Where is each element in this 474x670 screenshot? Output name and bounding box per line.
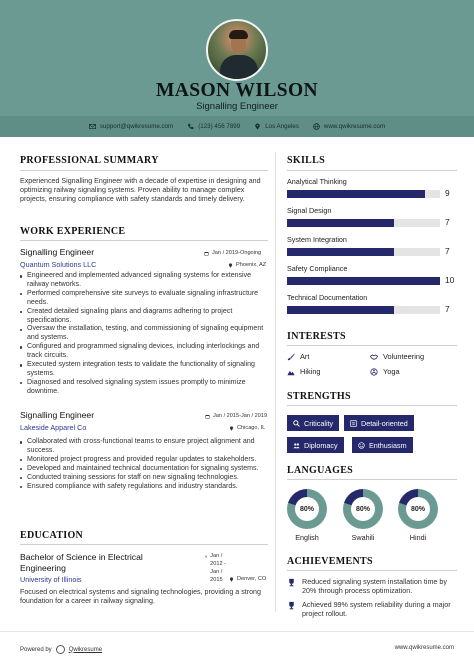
skill-score: 7 (445, 217, 450, 227)
language-ring (287, 489, 327, 529)
languages-divider (287, 479, 457, 480)
achievement-item: Achieved 99% system reliability during a major project rollout. (287, 600, 457, 618)
languages-heading: LANGUAGES (287, 465, 354, 476)
experience-heading: WORK EXPERIENCE (20, 226, 126, 237)
interests-divider (287, 345, 457, 346)
users-icon (293, 442, 300, 449)
skill-bar (287, 304, 450, 314)
list-icon (350, 420, 357, 427)
brand-link[interactable]: Qwikresume (68, 646, 103, 653)
skill-bar-fill (287, 248, 394, 256)
list-item: Created detailed signaling plans and diagrams adhering to project specifications. (20, 308, 268, 326)
powered-by: Powered by Qwikresume (20, 646, 103, 653)
skill-item (287, 293, 457, 314)
education-location: Denver, CO (229, 576, 266, 582)
skills-heading: SKILLS (287, 155, 325, 166)
skill-score: 7 (445, 246, 450, 256)
summary-divider (20, 170, 268, 171)
contact-website[interactable]: www.qwikresume.com (313, 123, 385, 130)
skill-score: 7 (445, 304, 450, 314)
language-name: Hindi (409, 533, 427, 542)
list-item: Executed system integration tests to validate the functionality of signaling systems. (20, 361, 268, 379)
candidate-title: Signalling Engineer (196, 101, 278, 112)
magnifier-icon (293, 420, 300, 427)
contact-strip (0, 116, 474, 137)
skill-item (287, 177, 457, 198)
qwikresume-logo-icon (56, 645, 65, 654)
skill-bar-fill (287, 277, 440, 285)
job-bullets (20, 272, 268, 397)
degree-title: Bachelor of Science in Electrical Engineering (20, 552, 143, 573)
language-percent: 80% (406, 497, 430, 521)
profile-photo (206, 19, 268, 81)
school-name: University of Illinois (20, 575, 82, 584)
footer (0, 631, 474, 670)
location-pin-icon (228, 263, 233, 268)
skill-item (287, 206, 457, 227)
language-percent: 80% (351, 497, 375, 521)
achievements-heading: ACHIEVEMENTS (287, 556, 373, 567)
education-text: Focused on electrical systems and signaling technologies, providing a strong foundation for a career in railway signaling. (20, 588, 261, 606)
calendar-icon (205, 414, 210, 419)
list-item: Collaborated with cross-functional teams to ensure project alignment and success. (20, 438, 268, 456)
contact-phone[interactable]: (123) 456 7899 (187, 123, 240, 130)
language-name: Swahili (351, 533, 375, 542)
skill-label: Safety Compliance (287, 264, 348, 273)
skill-bar-fill (287, 306, 394, 314)
skill-score: 10 (445, 275, 455, 285)
skill-item (287, 235, 457, 256)
column-divider (275, 152, 276, 612)
achievement-item: Reduced signaling system installation time by 20% through process optimization. (287, 577, 457, 595)
interest-art: Art (287, 352, 309, 361)
experience-divider (20, 240, 268, 241)
list-item: Ensured compliance with safety regulations and industry standards. (20, 483, 268, 492)
skill-label: Analytical Thinking (287, 177, 347, 186)
mountain-icon (287, 368, 295, 376)
education-dates: Jan / 2012 - Jan / 2015 (205, 552, 235, 584)
paintbrush-icon (287, 353, 295, 361)
skill-label: System Integration (287, 235, 347, 244)
location-pin-icon (254, 123, 261, 130)
footer-website[interactable]: www.qwikresume.com (394, 645, 454, 651)
skill-bar (287, 275, 455, 285)
location-pin-icon (229, 426, 234, 431)
handshake-icon (370, 353, 378, 361)
summary-heading: PROFESSIONAL SUMMARY (20, 155, 159, 166)
skill-label: Technical Documentation (287, 293, 368, 302)
strengths-heading: STRENGTHS (287, 391, 351, 402)
contact-email[interactable]: support@qwikresume.com (89, 123, 173, 130)
smile-icon (358, 442, 365, 449)
job-location: Chicago, IL (229, 425, 265, 431)
skill-bar (287, 246, 450, 256)
skill-bar-fill (287, 219, 394, 227)
calendar-icon (205, 554, 207, 559)
education-heading: EDUCATION (20, 530, 84, 541)
language-percent: 80% (295, 497, 319, 521)
trophy-icon (287, 578, 296, 587)
list-item: Diagnosed and resolved signaling system issues promptly to minimize downtime. (20, 379, 268, 397)
job-dates: Jan / 2015-Jan / 2019 (205, 413, 267, 419)
skill-item (287, 264, 457, 285)
job-title: Signalling Engineer (20, 247, 95, 257)
job-location: Phoenix, AZ (228, 262, 266, 268)
strength-tag: Enthusiasm (352, 437, 413, 453)
language-name: English (295, 533, 319, 542)
skill-score: 9 (445, 188, 450, 198)
strength-tag: Detail-oriented (344, 415, 414, 431)
yoga-icon (370, 368, 378, 376)
interest-hiking: Hiking (287, 367, 321, 376)
list-item: Developed and maintained technical documentation for signaling systems. (20, 465, 268, 474)
interest-volunteering: Volunteering (370, 352, 424, 361)
job-company: Quantum Solutions LLC (20, 260, 97, 269)
contact-location: Los Angeles (254, 123, 299, 130)
summary-text: Experienced Signalling Engineer with a decade of expertise in designing and optimizing railway signaling systems. Proven ability to manage complex projects, ensuring compliance with safety standards and timely delivery. (20, 177, 261, 204)
phone-icon (187, 123, 194, 130)
envelope-icon (89, 123, 96, 130)
calendar-icon (204, 251, 209, 256)
list-item: Engineered and implemented advanced signaling systems for extensive railway networks. (20, 272, 268, 290)
skill-bar (287, 188, 450, 198)
skills-divider (287, 170, 457, 171)
skill-bar (287, 217, 450, 227)
strength-tag: Diplomacy (287, 437, 344, 453)
interests-heading: INTERESTS (287, 331, 346, 342)
job-dates: Jan / 2019-Ongoing (204, 250, 261, 256)
trophy-icon (287, 601, 296, 610)
skill-label: Signal Design (287, 206, 332, 215)
globe-icon (313, 123, 320, 130)
education-divider (20, 544, 268, 545)
job-bullets (20, 438, 268, 491)
achievements-divider (287, 570, 457, 571)
language-ring (398, 489, 438, 529)
list-item: Oversaw the installation, testing, and commissioning of signaling equipment and systems. (20, 325, 268, 343)
list-item: Conducted training sessions for staff on new signaling technologies. (20, 474, 268, 483)
list-item: Performed comprehensive site surveys to evaluate signaling infrastructure needs. (20, 290, 268, 308)
job-title: Signalling Engineer (20, 410, 95, 420)
location-pin-icon (229, 577, 234, 582)
strength-tag: Criticality (287, 415, 339, 431)
candidate-name: MASON WILSON (155, 80, 319, 101)
language-ring (343, 489, 383, 529)
strengths-divider (287, 405, 457, 406)
interest-yoga: Yoga (370, 367, 400, 376)
skill-bar-fill (287, 190, 425, 198)
list-item: Monitored project progress and provided regular updates to stakeholders. (20, 456, 268, 465)
list-item: Configured and programmed signaling devices, including interlockings and track circuits. (20, 343, 268, 361)
job-company: Lakeside Apparel Co (20, 423, 87, 432)
